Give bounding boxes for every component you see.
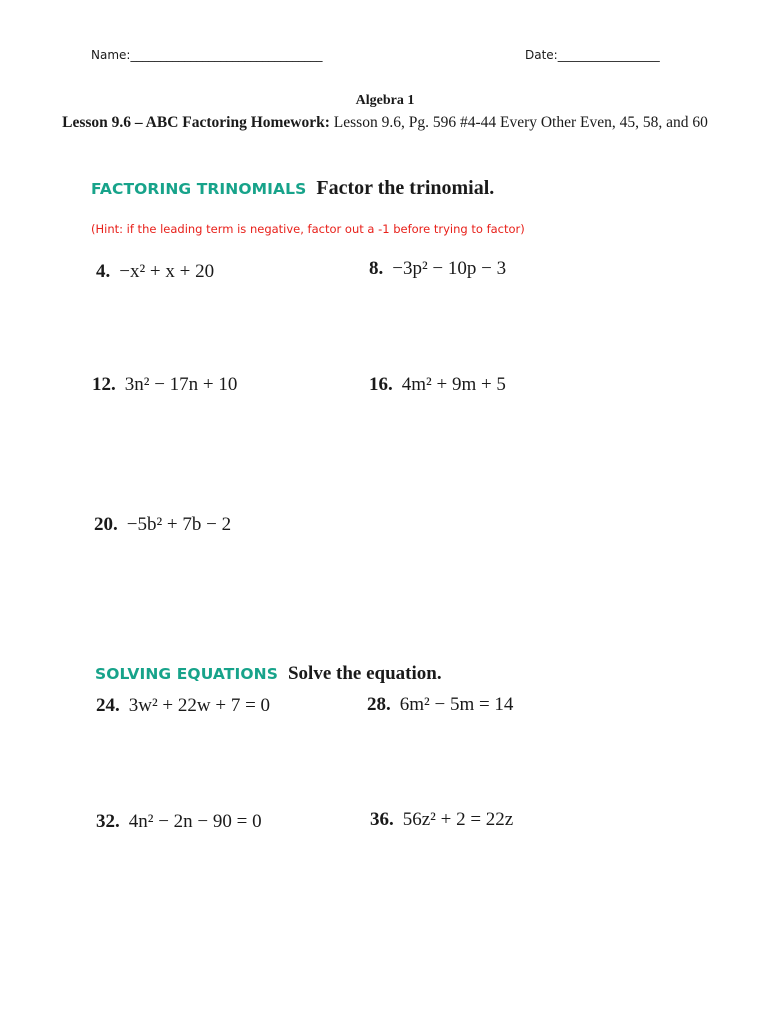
problem-36 bbox=[370, 809, 513, 831]
problem-number: 20. bbox=[94, 514, 118, 535]
problem-number: 4. bbox=[96, 261, 111, 282]
problem-4 bbox=[96, 261, 214, 283]
name-field-line: Name:________________________________ bbox=[91, 48, 323, 62]
problem-expression: 4n² − 2n − 90 = 0 bbox=[128, 811, 262, 832]
problem-number: 8. bbox=[369, 258, 384, 279]
problem-24 bbox=[96, 695, 270, 717]
problem-expression: −3p² − 10p − 3 bbox=[392, 258, 507, 279]
problem-28 bbox=[367, 694, 513, 716]
course-title: Algebra 1 bbox=[355, 93, 415, 108]
hint-text: (Hint: if the leading term is negative, factor out a -1 before trying to factor) bbox=[91, 222, 525, 236]
section-kicker: FACTORING TRINOMIALS bbox=[91, 180, 307, 198]
section-kicker: SOLVING EQUATIONS bbox=[95, 665, 278, 683]
problem-number: 32. bbox=[96, 811, 120, 832]
problem-16 bbox=[369, 374, 506, 396]
section-instruction: Solve the equation. bbox=[287, 663, 442, 684]
problem-number: 24. bbox=[96, 695, 120, 716]
problem-expression: 6m² − 5m = 14 bbox=[399, 694, 514, 715]
date-field-line: Date:_________________ bbox=[525, 48, 660, 62]
problem-8 bbox=[369, 258, 506, 280]
section-heading-solving bbox=[95, 663, 442, 685]
problem-20 bbox=[94, 514, 231, 536]
problem-expression: 4m² + 9m + 5 bbox=[401, 374, 506, 395]
problem-expression: 3n² − 17n + 10 bbox=[124, 374, 238, 395]
section-heading-factoring bbox=[91, 177, 494, 200]
problem-number: 28. bbox=[367, 694, 391, 715]
problem-number: 16. bbox=[369, 374, 393, 395]
problem-expression: −x² + x + 20 bbox=[119, 261, 215, 282]
problem-number: 12. bbox=[92, 374, 116, 395]
problem-number: 36. bbox=[370, 809, 394, 830]
lesson-assignment-line bbox=[60, 111, 710, 134]
problem-expression: 3w² + 22w + 7 = 0 bbox=[128, 695, 271, 716]
lesson-pages: Lesson 9.6, Pg. 596 #4-44 Every Other Even, 45, 58, and 60 bbox=[329, 114, 708, 131]
section-instruction: Factor the trinomial. bbox=[316, 177, 495, 199]
problem-expression: 56z² + 2 = 22z bbox=[402, 809, 514, 830]
problem-12 bbox=[92, 374, 237, 396]
problem-expression: −5b² + 7b − 2 bbox=[126, 514, 232, 535]
lesson-title: Lesson 9.6 – ABC Factoring Homework: bbox=[62, 114, 330, 131]
problem-32 bbox=[96, 811, 262, 833]
